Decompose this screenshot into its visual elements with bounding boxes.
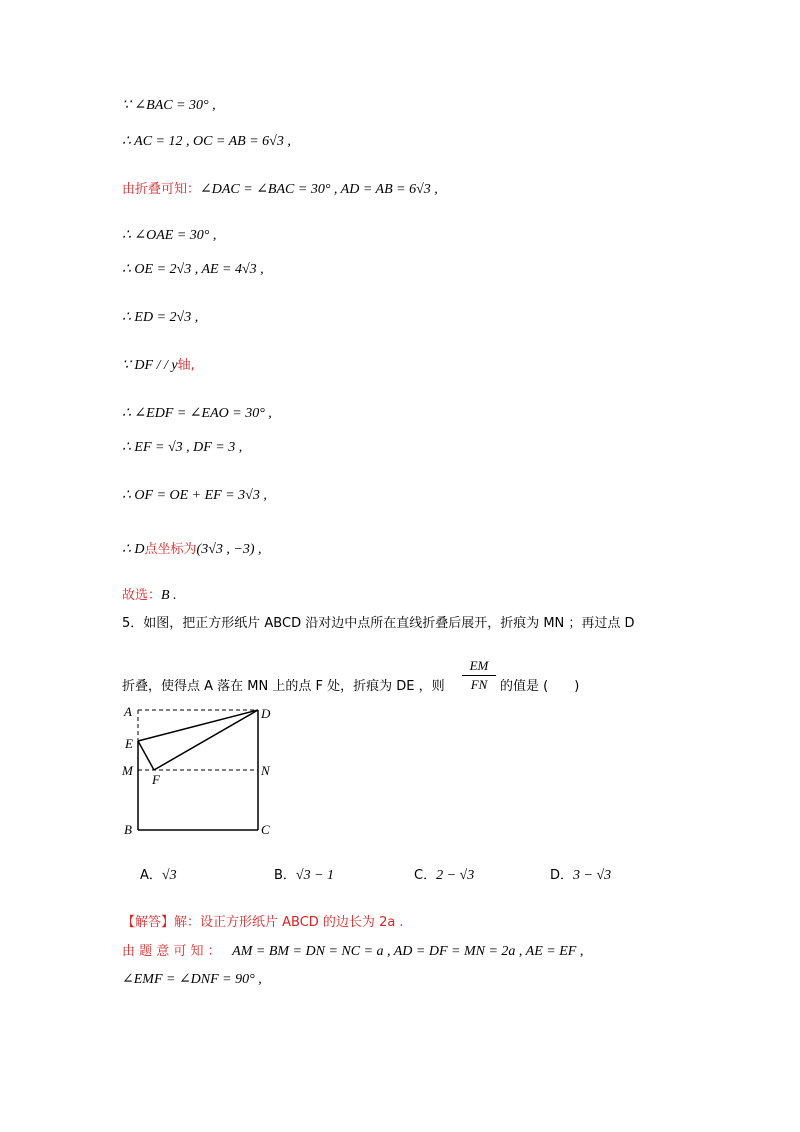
solution-line-7-math: ∵ DF / / y [122, 358, 178, 373]
segment-df [154, 710, 258, 770]
solution-line-11 [122, 540, 262, 560]
label-c: C [261, 822, 270, 837]
crease-de [138, 710, 258, 741]
label-d: D [261, 706, 271, 721]
problem-5-text-1: 5．如图，把正方形纸片 ABCD 沿对边中点所在直线折叠后展开，折痕为 MN ；再过点 D [122, 616, 635, 631]
label-e: E [125, 736, 133, 751]
solution-line-7-cn: 轴, [177, 358, 195, 373]
solution-line-1: ∵ ∠BAC = 30° , [122, 98, 216, 113]
answer-math: B . [161, 588, 177, 603]
solution-line-3-math: ∠DAC = ∠BAC = 30° , AD = AB = 6√3 , [200, 182, 438, 197]
choice-a-value: √3 [161, 868, 177, 883]
choice-d-value: 3 − √3 [573, 868, 612, 883]
choice-b-value: √3 − 1 [295, 868, 335, 883]
label-b: B [124, 822, 132, 837]
choice-a-letter: A． [140, 868, 162, 883]
solution-line-8: ∴ ∠EDF = ∠EAO = 30° , [122, 406, 272, 421]
choice-d-letter: D． [550, 868, 574, 883]
problem-5-text-2-end: 的值是 ( ) [500, 679, 580, 694]
label-f: F [152, 772, 160, 787]
choice-c-letter: C． [414, 868, 437, 883]
solution-line-11-cn: 点坐标为 [144, 542, 197, 557]
answer-section-line-3: ∠EMF = ∠DNF = 90° , [122, 972, 262, 987]
solution-line-7 [122, 356, 195, 376]
answer-section-line-1: 【解答】解：设正方形纸片 ABCD 的边长为 2a . [122, 915, 404, 930]
choice-b-letter: B． [274, 868, 296, 883]
answer-cn: 故选： [122, 588, 162, 603]
label-m: M [122, 763, 133, 778]
solution-line-10: ∴ OF = OE + EF = 3√3 , [122, 488, 267, 503]
choice-d [550, 866, 611, 886]
label-n: N [261, 763, 270, 778]
choice-c [414, 866, 474, 886]
label-a: A [124, 704, 132, 719]
fraction-denominator: FN [470, 677, 488, 692]
solution-line-2: ∴ AC = 12 , OC = AB = 6√3 , [122, 134, 291, 149]
solution-line-6: ∴ ED = 2√3 , [122, 310, 199, 325]
square-fold-figure [118, 700, 298, 840]
segment-ef [138, 741, 154, 770]
solution-line-11-math: ∴ D [122, 542, 145, 557]
answer-section-line-2 [122, 942, 583, 962]
choice-c-value: 2 − √3 [436, 868, 475, 883]
solution-line-5: ∴ OE = 2√3 , AE = 4√3 , [122, 262, 264, 277]
solution-line-9: ∴ EF = √3 , DF = 3 , [122, 440, 243, 455]
solution-line-3-cn: 由折叠可知： [122, 182, 201, 197]
fraction-em-fn [462, 658, 496, 693]
fraction-bar [462, 675, 496, 676]
answer-section-line-2-cn: 由 题 意 可 知 ： [122, 944, 221, 959]
fraction-numerator: EM [469, 658, 489, 673]
problem-5-text-2: 折叠，使得点 A 落在 MN 上的点 F 处，折痕为 DE ，则 [122, 679, 445, 694]
choice-a [140, 866, 177, 886]
solution-line-4: ∴ ∠OAE = 30° , [122, 228, 217, 243]
choice-b [274, 866, 334, 886]
solution-line-11-coord: (3√3 , −3) , [196, 542, 262, 557]
answer-section-line-2-math: AM = BM = DN = NC = a , AD = DF = MN = 2a , AE = EF , [232, 944, 584, 959]
answer-line [122, 586, 177, 606]
solution-line-3 [122, 180, 438, 200]
